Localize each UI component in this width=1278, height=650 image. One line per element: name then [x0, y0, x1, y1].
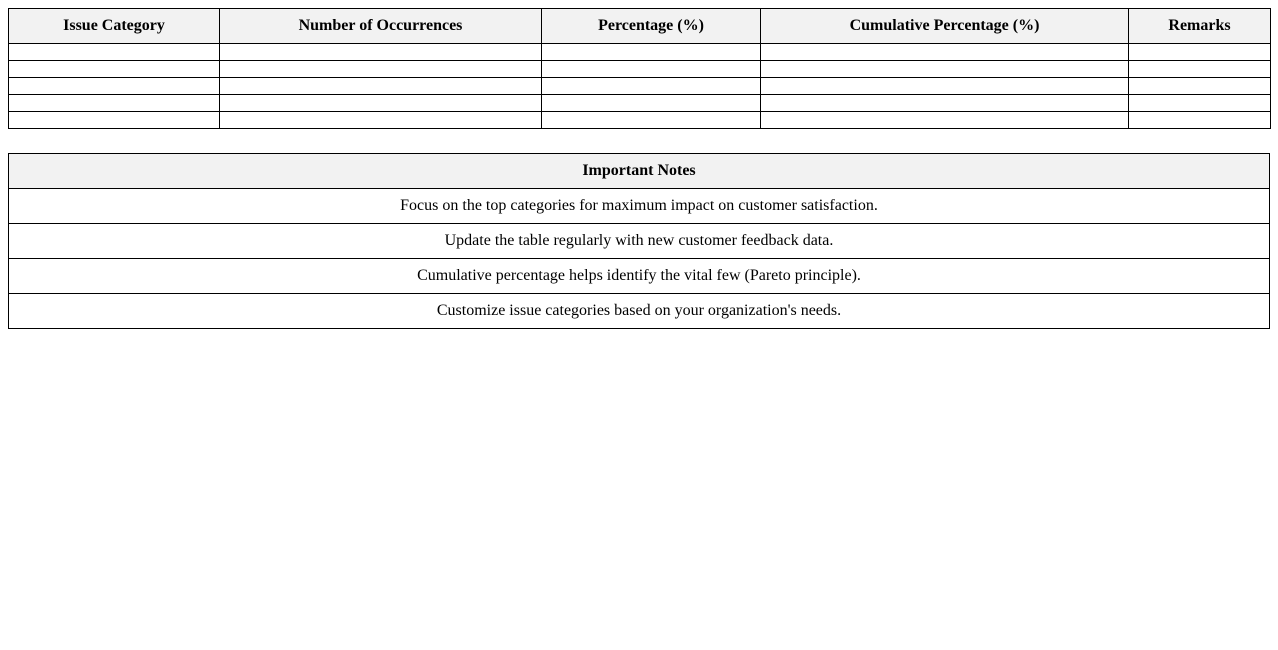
table-cell[interactable]: [1129, 112, 1271, 129]
note-item: Focus on the top categories for maximum impact on customer satisfaction.: [9, 189, 1270, 224]
table-cell[interactable]: [542, 61, 761, 78]
table-cell[interactable]: [9, 61, 220, 78]
table-cell[interactable]: [542, 112, 761, 129]
table-cell[interactable]: [542, 44, 761, 61]
table-cell[interactable]: [542, 78, 761, 95]
table-row: [9, 44, 1271, 61]
header-issue-category: Issue Category: [9, 9, 220, 44]
table-cell[interactable]: [9, 112, 220, 129]
table-row: [9, 61, 1271, 78]
table-row: [9, 78, 1271, 95]
note-row: [9, 294, 1270, 329]
table-cell[interactable]: [761, 44, 1129, 61]
table-row: [9, 112, 1271, 129]
table-cell[interactable]: [761, 61, 1129, 78]
notes-table: [8, 153, 1270, 329]
table-cell[interactable]: [220, 95, 542, 112]
table-cell[interactable]: [1129, 78, 1271, 95]
table-cell[interactable]: [1129, 44, 1271, 61]
note-row: [9, 259, 1270, 294]
header-cumulative-percentage: Cumulative Percentage (%): [761, 9, 1129, 44]
table-cell[interactable]: [9, 95, 220, 112]
table-cell[interactable]: [220, 112, 542, 129]
pareto-table: [8, 8, 1271, 129]
table-cell[interactable]: [9, 44, 220, 61]
note-item: Customize issue categories based on your organization's needs.: [9, 294, 1270, 329]
page-content: [8, 8, 1270, 329]
note-row: [9, 189, 1270, 224]
note-row: [9, 224, 1270, 259]
table-cell[interactable]: [220, 61, 542, 78]
header-number-of-occurrences: Number of Occurrences: [220, 9, 542, 44]
table-row: [9, 95, 1271, 112]
table-cell[interactable]: [761, 95, 1129, 112]
table-cell[interactable]: [220, 78, 542, 95]
table-cell[interactable]: [1129, 61, 1271, 78]
table-cell[interactable]: [220, 44, 542, 61]
notes-header-row: [9, 154, 1270, 189]
table-cell[interactable]: [1129, 95, 1271, 112]
note-item: Cumulative percentage helps identify the vital few (Pareto principle).: [9, 259, 1270, 294]
table-cell[interactable]: [761, 112, 1129, 129]
note-item: Update the table regularly with new customer feedback data.: [9, 224, 1270, 259]
table-cell[interactable]: [542, 95, 761, 112]
table-cell[interactable]: [9, 78, 220, 95]
header-remarks: Remarks: [1129, 9, 1271, 44]
header-percentage: Percentage (%): [542, 9, 761, 44]
pareto-header-row: [9, 9, 1271, 44]
notes-title: Important Notes: [9, 154, 1270, 189]
table-cell[interactable]: [761, 78, 1129, 95]
